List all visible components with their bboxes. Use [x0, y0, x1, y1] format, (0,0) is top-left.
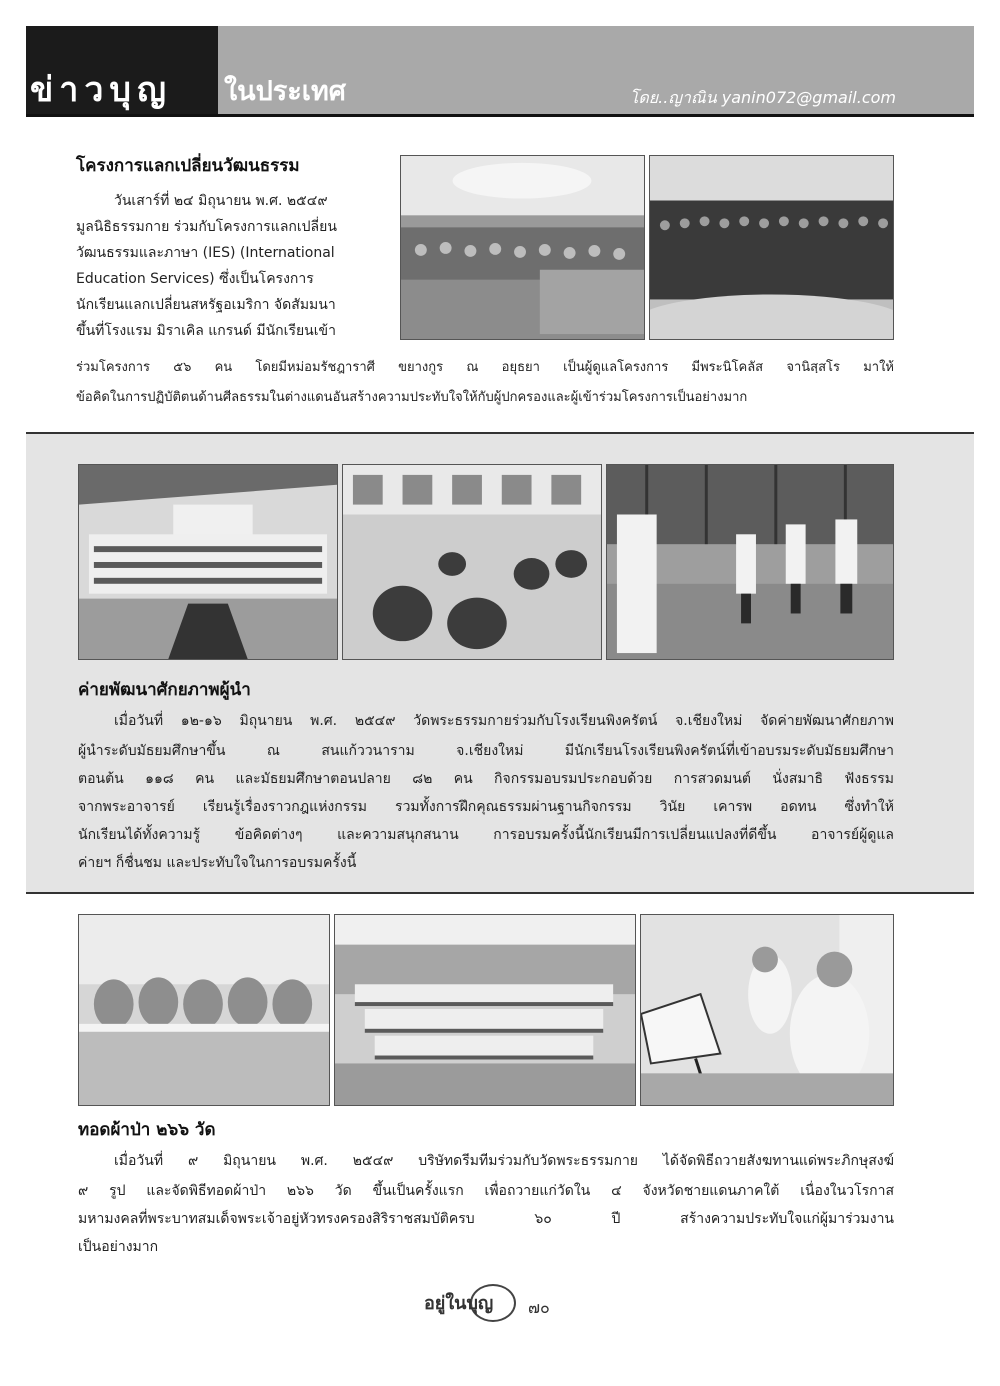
section3-heading: ทอดผ้าป่า ๒๖๖ วัด: [78, 1120, 216, 1140]
section1-line: ร่วมโครงการ ๕๖ คน โดยมีหม่อมรัชฎาราศี ขยางกูร ณ อยุธยา เป็นผู้ดูแลโครงการ มีพระนิโคลัส จานิสฺสโร มาให้: [76, 360, 894, 375]
section1-line: มูลนิธิธรรมกาย ร่วมกับโครงการแลกเปลี่ยน: [76, 219, 337, 235]
section1-line: นักเรียนแลกเปลี่ยนสหรัฐอเมริกา จัดสัมมนา: [76, 297, 336, 313]
section3-line: มหามงคลที่พระบาทสมเด็จพระเจ้าอยู่หัวทรงครองสิริราชสมบัติครบ ๖๐ ปี สร้างความประทับใจแก่ผู้มาร่วมงาน: [78, 1211, 894, 1227]
header-title: ข่าวบุญ: [30, 70, 172, 110]
photo-group-hall: [334, 914, 636, 1106]
section3-line: เป็นอย่างมาก: [78, 1239, 159, 1255]
section1-line: ข้อคิดในการปฏิบัติตนด้านศีลธรรมในต่างแดนอันสร้างความประทับใจให้กับผู้ปกครองและผู้เข้าร่วมโครงการเป็นอย่างมาก: [76, 390, 748, 405]
section2-heading: ค่ายพัฒนาศักยภาพผู้นำ: [78, 680, 251, 700]
section2-line: ตอนต้น ๑๑๘ คน และมัธยมศึกษาตอนปลาย ๘๒ คน กิจกรรมอบรมประกอบด้วย การสวดมนต์ นั่งสมาธิ ฟังธรรม: [78, 771, 894, 787]
photo-camp-group: [78, 464, 338, 660]
section2-line: ผู้นำระดับมัธยมศึกษาขึ้น ณ สนแก้ววนาราม จ.เชียงใหม่ มีนักเรียนโรงเรียนพิงครัตน์ที่เข้าอบรมระดับมัธยมศึกษา: [78, 743, 894, 759]
section1-heading: โครงการแลกเปลี่ยนวัฒนธรรม: [76, 156, 300, 176]
section2-line: เมื่อวันที่ ๑๒-๑๖ มิถุนายน พ.ศ. ๒๕๔๙ วัดพระธรรมกายร่วมกับโรงเรียนพิงครัตน์ จ.เชียงใหม่ จัดค่ายพัฒนาศักยภาพ: [114, 713, 894, 729]
section1-line: Education Services) ซึ่งเป็นโครงการ: [76, 271, 314, 287]
section1-line: วันเสาร์ที่ ๒๔ มิถุนายน พ.ศ. ๒๕๔๙: [114, 193, 328, 209]
photo-camp-activity: [606, 464, 894, 660]
section1-line: ขึ้นที่โรงแรม มิราเคิล แกรนด์ มีนักเรียนเข้า: [76, 323, 336, 339]
photo-monks-seated: [78, 914, 330, 1106]
section3-line: เมื่อวันที่ ๙ มิถุนายน พ.ศ. ๒๕๔๙ บริษัทดรีมทีมร่วมกับวัดพระธรรมกาย ได้จัดพิธีถวายสังฆทานแด่พระภิกษุสงฆ์: [114, 1153, 894, 1169]
section3-line: ๙ รูป และจัดพิธีทอดผ้าป่า ๒๖๖ วัด ขึ้นเป็นครั้งแรก เพื่อถวายแก่วัดใน ๔ จังหวัดชายแดนภาคใต้ เนื่องในวโรกาส: [78, 1183, 894, 1199]
photo-group-ceremony: [649, 155, 894, 340]
section2-line: ค่ายฯ ก็ชื่นชม และประทับใจในการอบรมครั้งนี้: [78, 855, 357, 871]
header-subtitle: ในประเทศ: [224, 76, 346, 107]
magazine-logo: อยู่ในบุญ: [424, 1293, 494, 1314]
section1-line: วัฒนธรรมและภาษา (IES) (International: [76, 245, 335, 261]
photo-camp-meditation: [342, 464, 602, 660]
header-author: โดย..ญาณิน yanin072@gmail.com: [629, 88, 896, 107]
section2-line: จากพระอาจารย์ เรียนรู้เรื่องราวกฎแห่งกรรม รวมทั้งการฝึกคุณธรรมผ่านฐานกิจกรรม วินัย เคารพ อดทน ซึ่งทำให้: [78, 799, 894, 815]
page-number: ๗๐: [528, 1298, 550, 1317]
section2-line: นักเรียนได้ทั้งความรู้ ข้อคิดต่างๆ และความสนุกสนาน การอบรมครั้งนี้นักเรียนมีการเปลี่ยนแปลงที่ดีขึ้น อาจารย์ผู้ดูแล: [78, 827, 894, 843]
photo-seminar-audience: [400, 155, 645, 340]
photo-chanting-lectern: [640, 914, 894, 1106]
